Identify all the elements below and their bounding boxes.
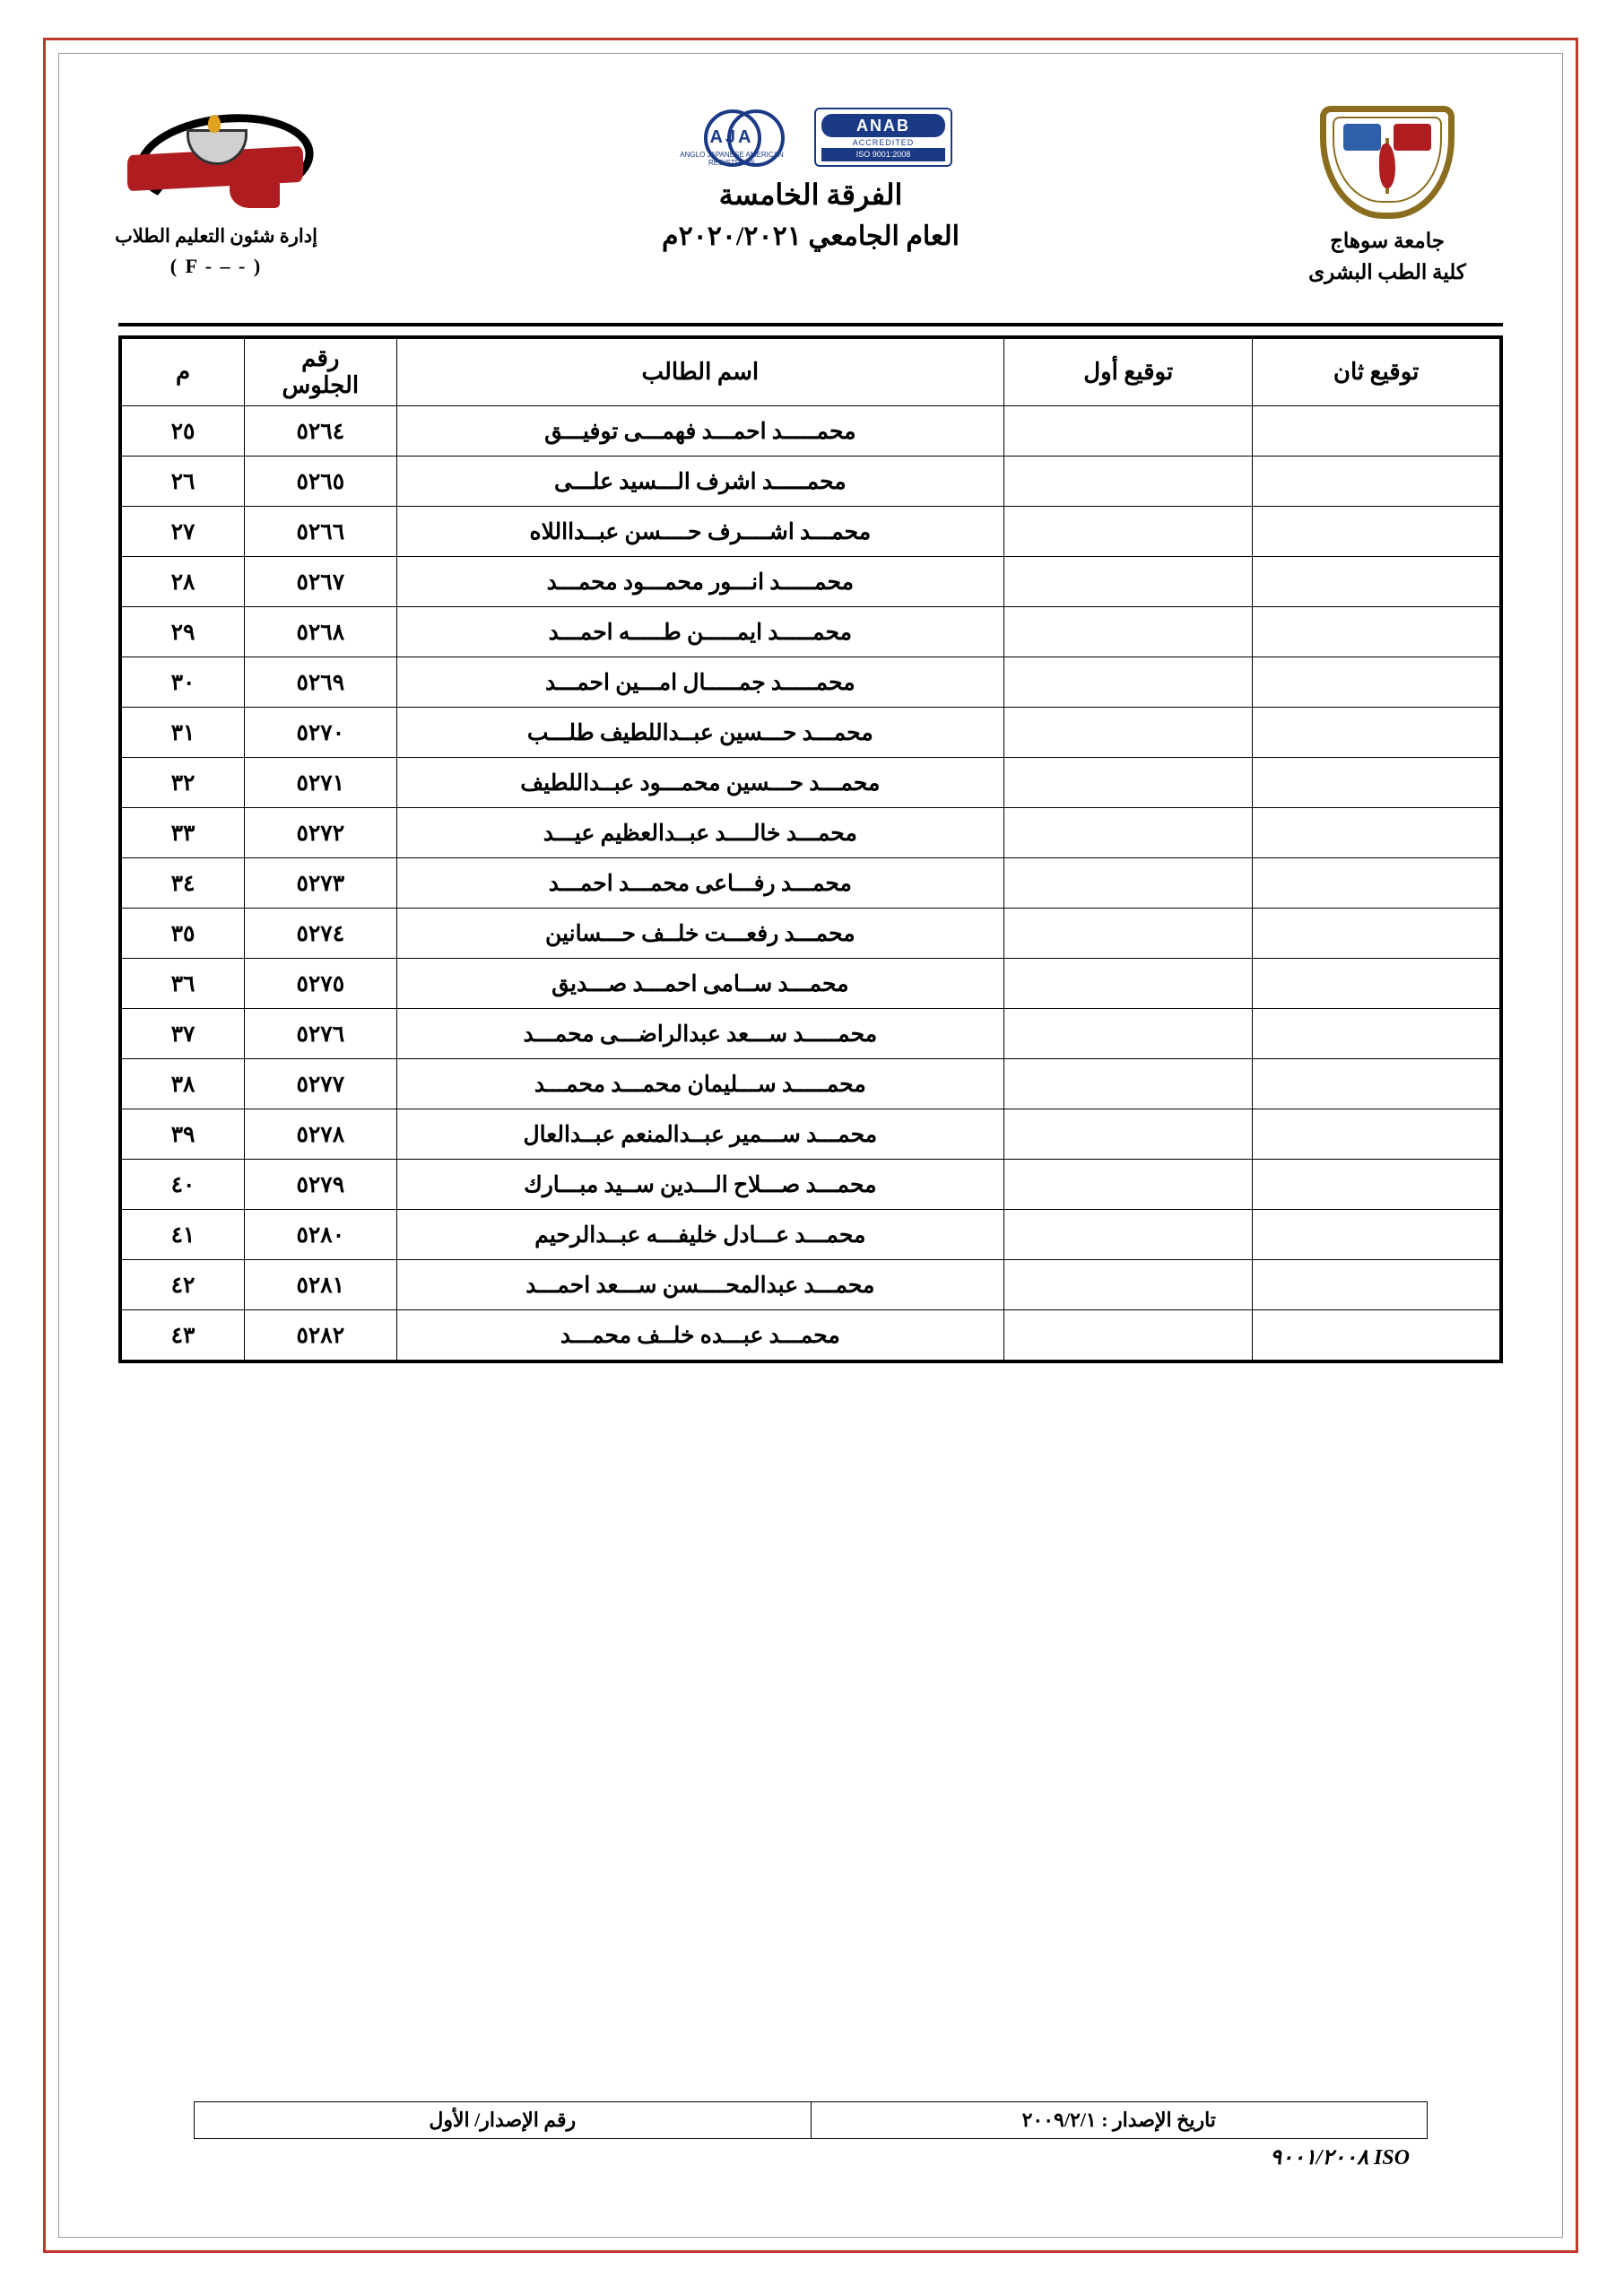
column-header-first-signature: توقيع أول <box>1004 337 1253 406</box>
cell-second-signature[interactable] <box>1253 507 1501 557</box>
document-header <box>59 54 1562 314</box>
cell-second-signature[interactable] <box>1253 457 1501 507</box>
cell-first-signature[interactable] <box>1004 708 1253 758</box>
cell-seat-number: ٥٢٦٧ <box>245 557 396 607</box>
cell-first-signature[interactable] <box>1004 808 1253 858</box>
cell-second-signature[interactable] <box>1253 1310 1501 1362</box>
cell-seat-number: ٥٢٧٦ <box>245 1009 396 1059</box>
cell-index: ٢٨ <box>120 557 245 607</box>
cell-student-name: محمـــــد احمـــد فهمـــى توفيـــق <box>396 406 1004 457</box>
cell-student-name: محمـــد خالــــد عبــدالعظيم عيـــد <box>396 808 1004 858</box>
form-code: ( F - – - ) <box>169 255 263 277</box>
cell-index: ٣٩ <box>120 1109 245 1160</box>
cell-index: ٣٥ <box>120 909 245 959</box>
cell-seat-number: ٥٢٧٨ <box>245 1109 396 1160</box>
column-header-seat-number: رقم الجلوس <box>245 337 396 406</box>
table-row <box>120 1059 1501 1109</box>
cell-student-name: محمـــد عبـــده خلــف محمـــد <box>396 1310 1004 1362</box>
cell-student-name: محمـــد حـــسين محمـــود عبــداللطيف <box>396 758 1004 808</box>
cell-index: ٤٠ <box>120 1160 245 1210</box>
cell-first-signature[interactable] <box>1004 507 1253 557</box>
certification-logos <box>524 102 1098 172</box>
students-table <box>118 335 1503 1363</box>
cell-first-signature[interactable] <box>1004 1310 1253 1362</box>
cell-index: ٣٦ <box>120 959 245 1009</box>
cell-second-signature[interactable] <box>1253 1260 1501 1310</box>
cell-seat-number: ٥٢٧٢ <box>245 808 396 858</box>
anab-standard: ISO 9001:2008 <box>821 148 945 161</box>
table-row <box>120 507 1501 557</box>
cell-index: ٢٦ <box>120 457 245 507</box>
faculty-name: كلية الطب البشرى <box>1308 260 1466 283</box>
cell-second-signature[interactable] <box>1253 1160 1501 1210</box>
anab-certificate-icon <box>814 108 952 167</box>
cell-student-name: محمـــد حـــسين عبــداللطيف طلـــب <box>396 708 1004 758</box>
cell-first-signature[interactable] <box>1004 557 1253 607</box>
cell-second-signature[interactable] <box>1253 1210 1501 1260</box>
cell-index: ٣٠ <box>120 657 245 708</box>
table-row <box>120 858 1501 909</box>
cell-index: ٣٢ <box>120 758 245 808</box>
cell-student-name: محمـــــد اشرف الـــسيد علـــى <box>396 457 1004 507</box>
university-name: جامعة سوهاج <box>1330 230 1445 252</box>
table-header-row <box>120 337 1501 406</box>
table-row <box>120 1310 1501 1362</box>
document-footer <box>194 2101 1428 2170</box>
cell-index: ٣٣ <box>120 808 245 858</box>
cell-seat-number: ٥٢٧٩ <box>245 1160 396 1210</box>
cell-student-name: محمـــد عبدالمحــــسن ســـعد احمـــد <box>396 1260 1004 1310</box>
cell-second-signature[interactable] <box>1253 808 1501 858</box>
faculty-block <box>1275 106 1499 288</box>
department-label: إدارة شئون التعليم الطلاب <box>115 225 317 247</box>
cell-index: ٤٣ <box>120 1310 245 1362</box>
cell-student-name: محمـــد اشــــرف حــــسن عبــدااللاه <box>396 507 1004 557</box>
cell-seat-number: ٥٢٨٠ <box>245 1210 396 1260</box>
cell-student-name: محمـــد ســامى احمـــد صـــديق <box>396 959 1004 1009</box>
table-row <box>120 708 1501 758</box>
anab-name: ANAB <box>821 114 945 137</box>
cell-first-signature[interactable] <box>1004 1160 1253 1210</box>
issue-number: رقم الإصدار/ الأول <box>195 2102 812 2139</box>
cell-second-signature[interactable] <box>1253 708 1501 758</box>
cell-first-signature[interactable] <box>1004 1009 1253 1059</box>
table-row <box>120 406 1501 457</box>
cell-student-name: محمـــد رفعـــت خلــف حـــسانين <box>396 909 1004 959</box>
cell-first-signature[interactable] <box>1004 607 1253 657</box>
cell-index: ٣١ <box>120 708 245 758</box>
cell-second-signature[interactable] <box>1253 1009 1501 1059</box>
table-row <box>120 657 1501 708</box>
cell-index: ٢٧ <box>120 507 245 557</box>
cell-second-signature[interactable] <box>1253 607 1501 657</box>
cell-seat-number: ٥٢٧١ <box>245 758 396 808</box>
table-row <box>120 1260 1501 1310</box>
sohag-university-student-affairs-logo-icon <box>122 108 310 220</box>
cell-index: ٣٤ <box>120 858 245 909</box>
cell-second-signature[interactable] <box>1253 1109 1501 1160</box>
table-row <box>120 758 1501 808</box>
cell-seat-number: ٥٢٧٣ <box>245 858 396 909</box>
cell-second-signature[interactable] <box>1253 1059 1501 1109</box>
footer-row <box>195 2102 1428 2139</box>
column-header-index: م <box>120 337 245 406</box>
cell-student-name: محمـــــد ايمـــــن طـــــه احمـــد <box>396 607 1004 657</box>
cell-seat-number: ٥٢٧٤ <box>245 909 396 959</box>
table-row <box>120 607 1501 657</box>
cell-student-name: محمـــد رفـــاعى محمـــد احمـــد <box>396 858 1004 909</box>
students-table-body <box>120 406 1501 1362</box>
cell-second-signature[interactable] <box>1253 657 1501 708</box>
cell-student-name: محمـــــد ســـليمان محمـــد محمـــد <box>396 1059 1004 1109</box>
cell-second-signature[interactable] <box>1253 758 1501 808</box>
column-header-student-name: اسم الطالب <box>396 337 1004 406</box>
center-header-block <box>524 102 1098 252</box>
cell-seat-number: ٥٢٧٧ <box>245 1059 396 1109</box>
cell-seat-number: ٥٢٧٠ <box>245 708 396 758</box>
cell-second-signature[interactable] <box>1253 858 1501 909</box>
header-divider <box>118 323 1503 326</box>
cell-student-name: محمـــــد انـــور محمـــود محمـــد <box>396 557 1004 607</box>
cell-seat-number: ٥٢٨١ <box>245 1260 396 1310</box>
cell-first-signature[interactable] <box>1004 909 1253 959</box>
cell-student-name: محمـــــد ســـعد عبدالراضـــى محمـــد <box>396 1009 1004 1059</box>
aja-subtitle: ANGLO JAPANESE AMERICAN REGISTRARS <box>680 151 784 167</box>
table-row <box>120 1210 1501 1260</box>
cell-first-signature[interactable] <box>1004 1210 1253 1260</box>
cell-seat-number: ٥٢٧٥ <box>245 959 396 1009</box>
issue-date: تاريخ الإصدار : ٢٠٠٩/٢/١ <box>811 2102 1428 2139</box>
anab-accredited: ACCREDITED <box>852 138 915 147</box>
cell-second-signature[interactable] <box>1253 557 1501 607</box>
cell-index: ٣٨ <box>120 1059 245 1109</box>
cell-first-signature[interactable] <box>1004 1109 1253 1160</box>
table-row <box>120 1009 1501 1059</box>
cell-student-name: محمـــد صـــلاح الـــدين ســيد مبـــارك <box>396 1160 1004 1210</box>
cell-student-name: محمـــد عـــادل خليفـــه عبــدالرحيم <box>396 1210 1004 1260</box>
table-row <box>120 457 1501 507</box>
aja-certificate-icon <box>669 108 795 167</box>
cell-first-signature[interactable] <box>1004 457 1253 507</box>
cell-seat-number: ٥٢٦٩ <box>245 657 396 708</box>
cell-seat-number: ٥٢٦٨ <box>245 607 396 657</box>
cell-index: ٤١ <box>120 1210 245 1260</box>
table-row <box>120 557 1501 607</box>
cell-second-signature[interactable] <box>1253 406 1501 457</box>
table-row <box>120 1160 1501 1210</box>
cell-first-signature[interactable] <box>1004 959 1253 1009</box>
cell-first-signature[interactable] <box>1004 1059 1253 1109</box>
cell-first-signature[interactable] <box>1004 758 1253 808</box>
cell-student-name: محمـــــد جمـــــال امـــين احمـــد <box>396 657 1004 708</box>
cell-seat-number: ٥٢٦٥ <box>245 457 396 507</box>
cell-seat-number: ٥٢٦٤ <box>245 406 396 457</box>
cell-second-signature[interactable] <box>1253 959 1501 1009</box>
cell-index: ٤٢ <box>120 1260 245 1310</box>
cell-index: ٢٥ <box>120 406 245 457</box>
cell-index: ٣٧ <box>120 1009 245 1059</box>
students-table-container <box>118 323 1503 1363</box>
cell-first-signature[interactable] <box>1004 1260 1253 1310</box>
cell-seat-number: ٥٢٨٢ <box>245 1310 396 1362</box>
academic-year: العام الجامعي ٢٠٢٠/٢٠٢١م <box>661 222 960 251</box>
column-header-second-signature: توقيع ثان <box>1253 337 1501 406</box>
table-row <box>120 909 1501 959</box>
page-inner-border <box>58 53 1563 2238</box>
iso-standard-label: ISO ٩٠٠١/٢٠٠٨ <box>1270 2146 1410 2170</box>
cell-seat-number: ٥٢٦٦ <box>245 507 396 557</box>
cell-index: ٢٩ <box>120 607 245 657</box>
cell-second-signature[interactable] <box>1253 909 1501 959</box>
cell-first-signature[interactable] <box>1004 858 1253 909</box>
footer-table <box>194 2101 1428 2139</box>
page-title: الفرقة الخامسة <box>718 178 903 211</box>
table-row <box>120 1109 1501 1160</box>
aja-name: AJA <box>709 127 754 147</box>
document-page <box>43 38 1578 2253</box>
cell-first-signature[interactable] <box>1004 657 1253 708</box>
student-affairs-block <box>113 108 319 278</box>
table-row <box>120 808 1501 858</box>
table-row <box>120 959 1501 1009</box>
cell-student-name: محمـــد ســـمير عبــدالمنعم عبــدالعال <box>396 1109 1004 1160</box>
faculty-of-medicine-shield-logo-icon <box>1320 106 1455 219</box>
cell-first-signature[interactable] <box>1004 406 1253 457</box>
